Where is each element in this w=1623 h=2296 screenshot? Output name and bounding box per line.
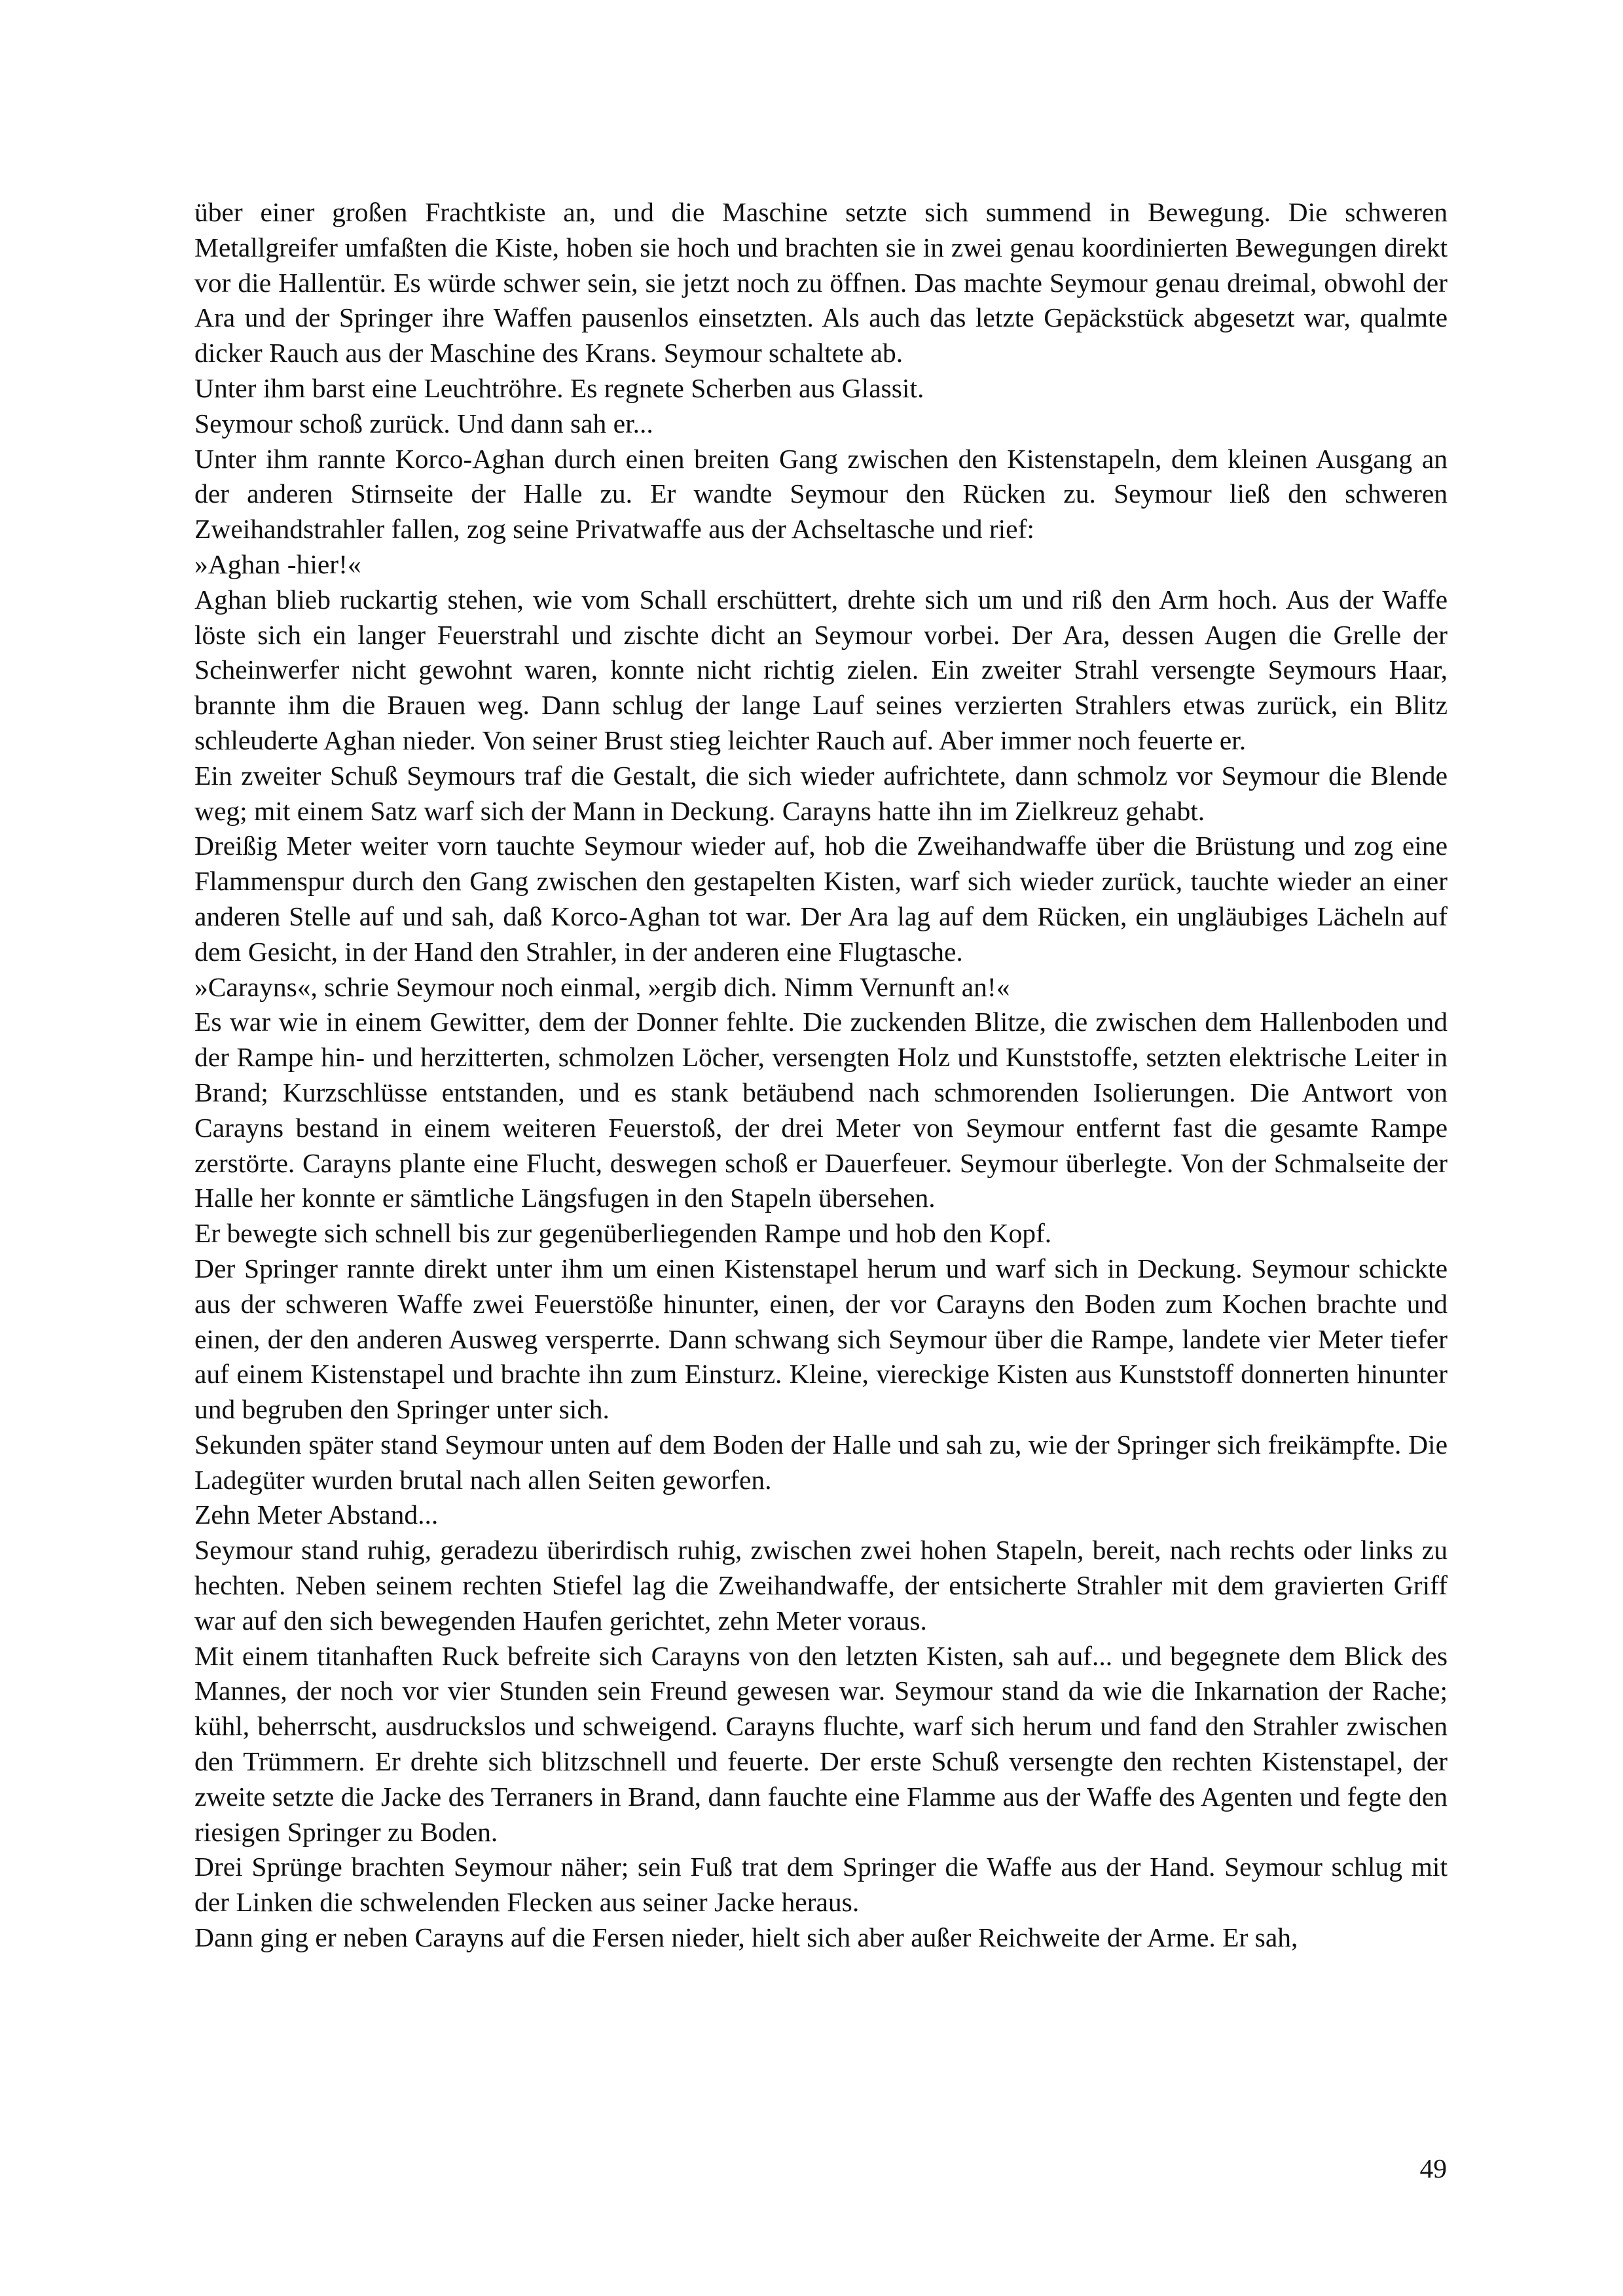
paragraph-15: Seymour stand ruhig, geradezu überirdisch ruhig, zwischen zwei hohen Stapeln, bereit, nach rechts oder links zu hechten. Neben seinem rechten Stiefel lag die Zweihandwaffe, der entsicherte Strahler mit dem gravierten Griff war auf den sich bewegenden Haufen gerichtet, zehn Meter voraus. bbox=[194, 1535, 1448, 1636]
paragraph-4: Unter ihm rannte Korco-Aghan durch einen breiten Gang zwischen den Kistenstapeln, dem kleinen Ausgang an der anderen Stirnseite der Halle zu. Er wandte Seymour den Rücken zu. Seymour ließ den schweren Zweihandstrahler fallen, zog seine Privatwaffe aus der Achseltasche und rief: bbox=[194, 443, 1448, 545]
paragraph-16: Mit einem titanhaften Ruck befreite sich Carayns von den letzten Kisten, sah auf... und begegnete dem Blick des Mannes, der noch vor vier Stunden sein Freund gewesen war. Seymour stand da wie die Inkarnation der Rache; kühl, beherrscht, ausdruckslos und schweigend. Carayns fluchte, warf sich herum und fand den Strahler zwischen den Trümmern. Er drehte sich blitzschnell und feuerte. Der erste Schuß versengte den rechten Kistenstapel, der zweite setzte die Jacke des Terraners in Brand, dann fauchte eine Flamme aus der Waffe des Agenten und fegte den riesigen Springer zu Boden. bbox=[194, 1640, 1448, 1847]
paragraph-17: Drei Sprünge brachten Seymour näher; sein Fuß trat dem Springer die Waffe aus der Hand. Seymour schlug mit der Linken die schwelenden Flecken aus seiner Jacke heraus. bbox=[194, 1852, 1448, 1918]
paragraph-9: »Carayns«, schrie Seymour noch einmal, »ergib dich. Nimm Vernunft an!« bbox=[194, 971, 1010, 1002]
paragraph-13: Sekunden später stand Seymour unten auf dem Boden der Halle und sah zu, wie der Springer sich freikämpfte. Die Ladegüter wurden brutal nach allen Seiten geworfen. bbox=[194, 1429, 1448, 1495]
paragraph-18: Dann ging er neben Carayns auf die Fersen nieder, hielt sich aber außer Reichweite der Arme. Er sah, bbox=[194, 1922, 1298, 1953]
paragraph-2: Unter ihm barst eine Leuchtröhre. Es regnete Scherben aus Glassit. bbox=[194, 372, 924, 403]
paragraph-7: Ein zweiter Schuß Seymours traf die Gestalt, die sich wieder aufrichtete, dann schmolz vor Seymour die Blende weg; mit einem Satz warf sich der Mann in Deckung. Carayns hatte ihn im Zielkreuz gehabt. bbox=[194, 760, 1448, 826]
paragraph-3: Seymour schoß zurück. Und dann sah er... bbox=[194, 408, 653, 439]
paragraph-10: Es war wie in einem Gewitter, dem der Donner fehlte. Die zuckenden Blitze, die zwischen dem Hallenboden und der Rampe hin- und herzitterten, schmolzen Löcher, versengten Holz und Kunststoffe, setzten elektrische Leiter in Brand; Kurzschlüsse entstanden, und es stank betäubend nach schmorenden Isolierungen. Die Antwort von Carayns bestand in einem weiteren Feuerstoß, der drei Meter von Seymour entfernt fast die gesamte Rampe zerstörte. Carayns plante eine Flucht, deswegen schoß er Dauerfeuer. Seymour überlegte. Von der Schmalseite der Halle her konnte er sämtliche Längsfugen in den Stapeln übersehen. bbox=[194, 1007, 1448, 1213]
paragraph-5: »Aghan -hier!« bbox=[194, 548, 361, 579]
paragraph-14: Zehn Meter Abstand... bbox=[194, 1499, 439, 1530]
paragraph-8: Dreißig Meter weiter vorn tauchte Seymour wieder auf, hob die Zweihandwaffe über die Brüstung und zog eine Flammenspur durch den Gang zwischen den gestapelten Kisten, warf sich wieder zurück, tauchte wieder an einer anderen Stelle auf und sah, daß Korco-Aghan tot war. Der Ara lag auf dem Rücken, ein ungläubiges Lächeln auf dem Gesicht, in der Hand den Strahler, in der anderen eine Flugtasche. bbox=[194, 831, 1448, 967]
paragraph-6: Aghan blieb ruckartig stehen, wie vom Schall erschüttert, drehte sich um und riß den Arm hoch. Aus der Waffe löste sich ein langer Feuerstrahl und zischte dicht an Seymour vorbei. Der Ara, dessen Augen die Grelle der Scheinwerfer nicht gewohnt waren, konnte nicht richtig zielen. Ein zweiter Strahl versengte Seymours Haar, brannte ihm die Brauen weg. Dann schlug der lange Lauf seines verzierten Strahlers etwas zurück, ein Blitz schleuderte Aghan nieder. Von seiner Brust stieg leichter Rauch auf. Aber immer noch feuerte er. bbox=[194, 584, 1448, 755]
paragraph-12: Der Springer rannte direkt unter ihm um einen Kistenstapel herum und warf sich in Deckung. Seymour schickte aus der schweren Waffe zwei Feuerstöße hinunter, einen, der vor Carayns den Boden zum Kochen brachte und einen, der den anderen Ausweg versperrte. Dann schwang sich Seymour über die Rampe, landete vier Meter tiefer auf einem Kistenstapel und brachte ihn zum Einsturz. Kleine, viereckige Kisten aus Kunststoff donnerten hinunter und begruben den Springer unter sich. bbox=[194, 1253, 1448, 1425]
paragraph-11: Er bewegte sich schnell bis zur gegenüberliegenden Rampe und hob den Kopf. bbox=[194, 1218, 1052, 1249]
body-text bbox=[194, 195, 1448, 1956]
page-number: 49 bbox=[1419, 2153, 1447, 2183]
paragraph-1: über einer großen Frachtkiste an, und die Maschine setzte sich summend in Bewegung. Die schweren Metallgreifer umfaßten die Kiste, hoben sie hoch und brachten sie in zwei genau koordinierten Bewegungen direkt vor die Hallentür. Es würde schwer sein, sie jetzt noch zu öffnen. Das machte Seymour genau dreimal, obwohl der Ara und der Springer ihre Waffen pausenlos einsetzten. Als auch das letzte Gepäckstück abgesetzt war, qualmte dicker Rauch aus der Maschine des Krans. Seymour schaltete ab. bbox=[194, 197, 1448, 368]
